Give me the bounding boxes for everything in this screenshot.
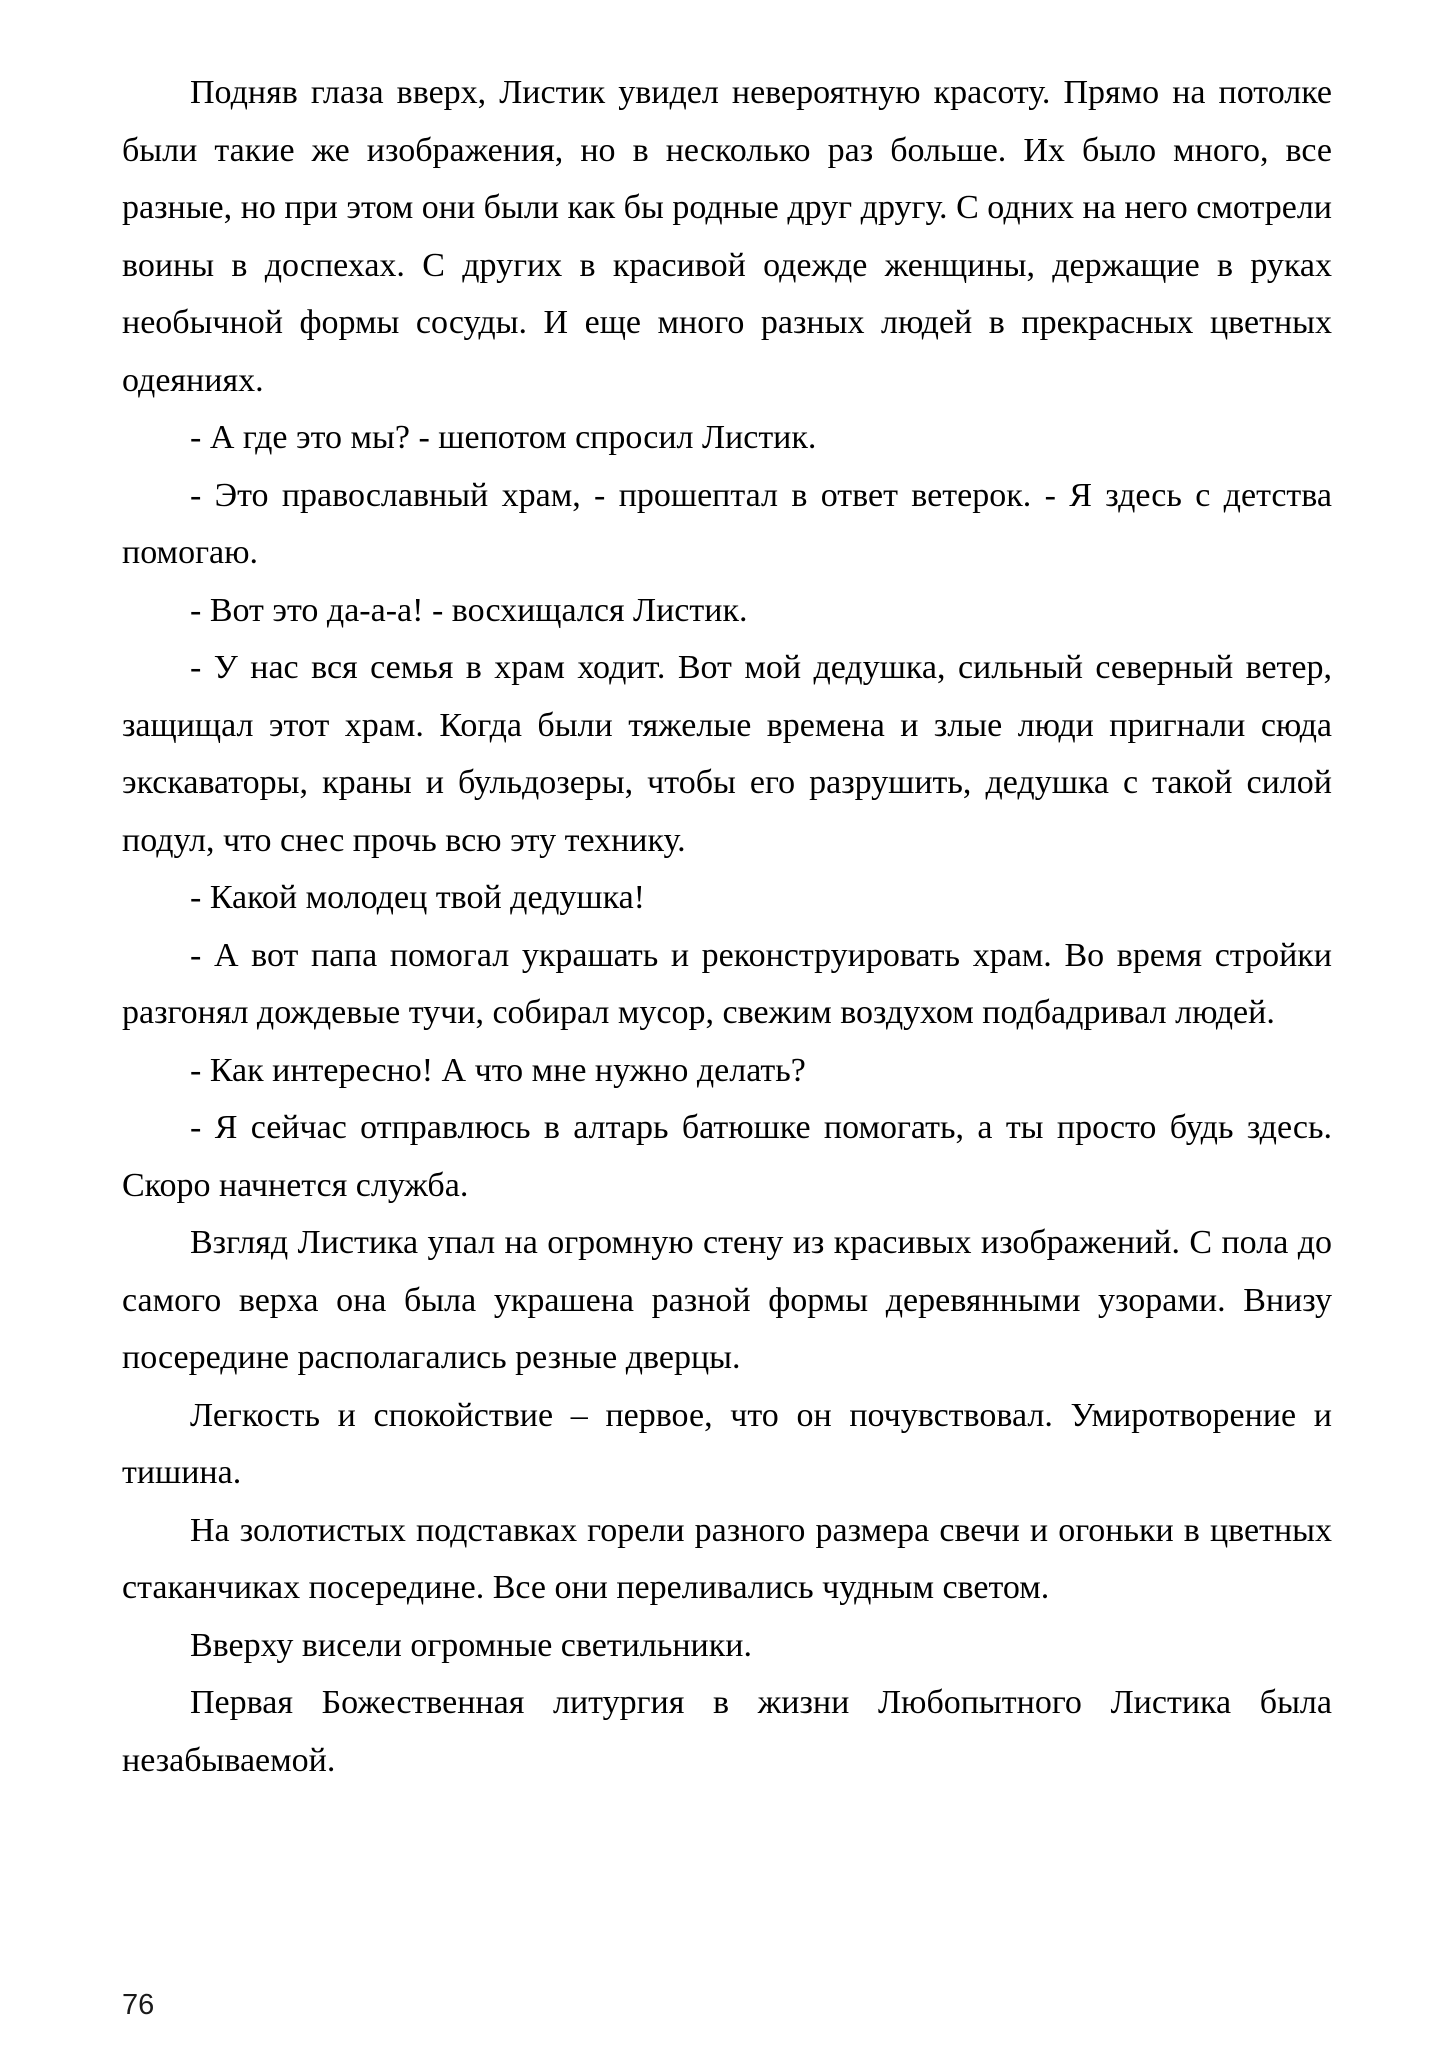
paragraph: На золотистых подставках горели разного размера свечи и огоньки в цветных стаканчиках посередине. Все они переливались чудным светом.: [122, 1511, 1332, 1606]
paragraph: - Какой молодец твой дедушка!: [190, 879, 645, 916]
text-block: [122, 64, 1332, 1789]
paragraph: Подняв глаза вверх, Листик увидел невероятную красоту. Прямо на потолке были такие же изображения, но в несколько раз больше. Их было много, все разные, но при этом они были как бы родные друг другу. С одних на него смотрели воины в доспехах. С других в красивой одежде женщины, держащие в руках необычной формы сосуды. И еще много разных людей в прекрасных цветных одеяниях.: [122, 74, 1332, 399]
paragraph: - А вот папа помогал украшать и реконструировать храм. Во время стройки разгонял дождевые тучи, собирал мусор, свежим воздухом подбадривал людей.: [122, 936, 1332, 1031]
paragraph: - У нас вся семья в храм ходит. Вот мой дедушка, сильный северный ветер, защищал этот храм. Когда были тяжелые времена и злые люди пригнали сюда экскаваторы, краны и бульдозеры, чтобы его разрушить, дедушка с такой силой подул, что снес прочь всю эту технику.: [122, 649, 1332, 859]
paragraph: - Это православный храм, - прошептал в ответ ветерок. - Я здесь с детства помогаю.: [122, 476, 1332, 571]
page-number: 76: [122, 1989, 155, 2021]
paragraph: - Вот это да-а-а! - восхищался Листик.: [190, 591, 748, 629]
paragraph: Вверху висели огромные светильники.: [190, 1626, 752, 1664]
paragraph: - А где это мы? - шепотом спросил Листик.: [190, 419, 817, 456]
paragraph: - Я сейчас отправлюсь в алтарь батюшке помогать, а ты просто будь здесь. Скоро начнется служба.: [122, 1109, 1332, 1204]
paragraph: Легкость и спокойствие – первое, что он почувствовал. Умиротворение и тишина.: [122, 1396, 1332, 1491]
paragraph: Первая Божественная литургия в жизни Любопытного Листика была незабываемой.: [122, 1684, 1332, 1779]
paragraph: Взгляд Листика упал на огромную стену из красивых изображений. С пола до самого верха она была украшена разной формы деревянными узорами. Внизу посередине располагались резные дверцы.: [122, 1224, 1332, 1376]
paragraph: - Как интересно! А что мне нужно делать?: [190, 1051, 806, 1089]
